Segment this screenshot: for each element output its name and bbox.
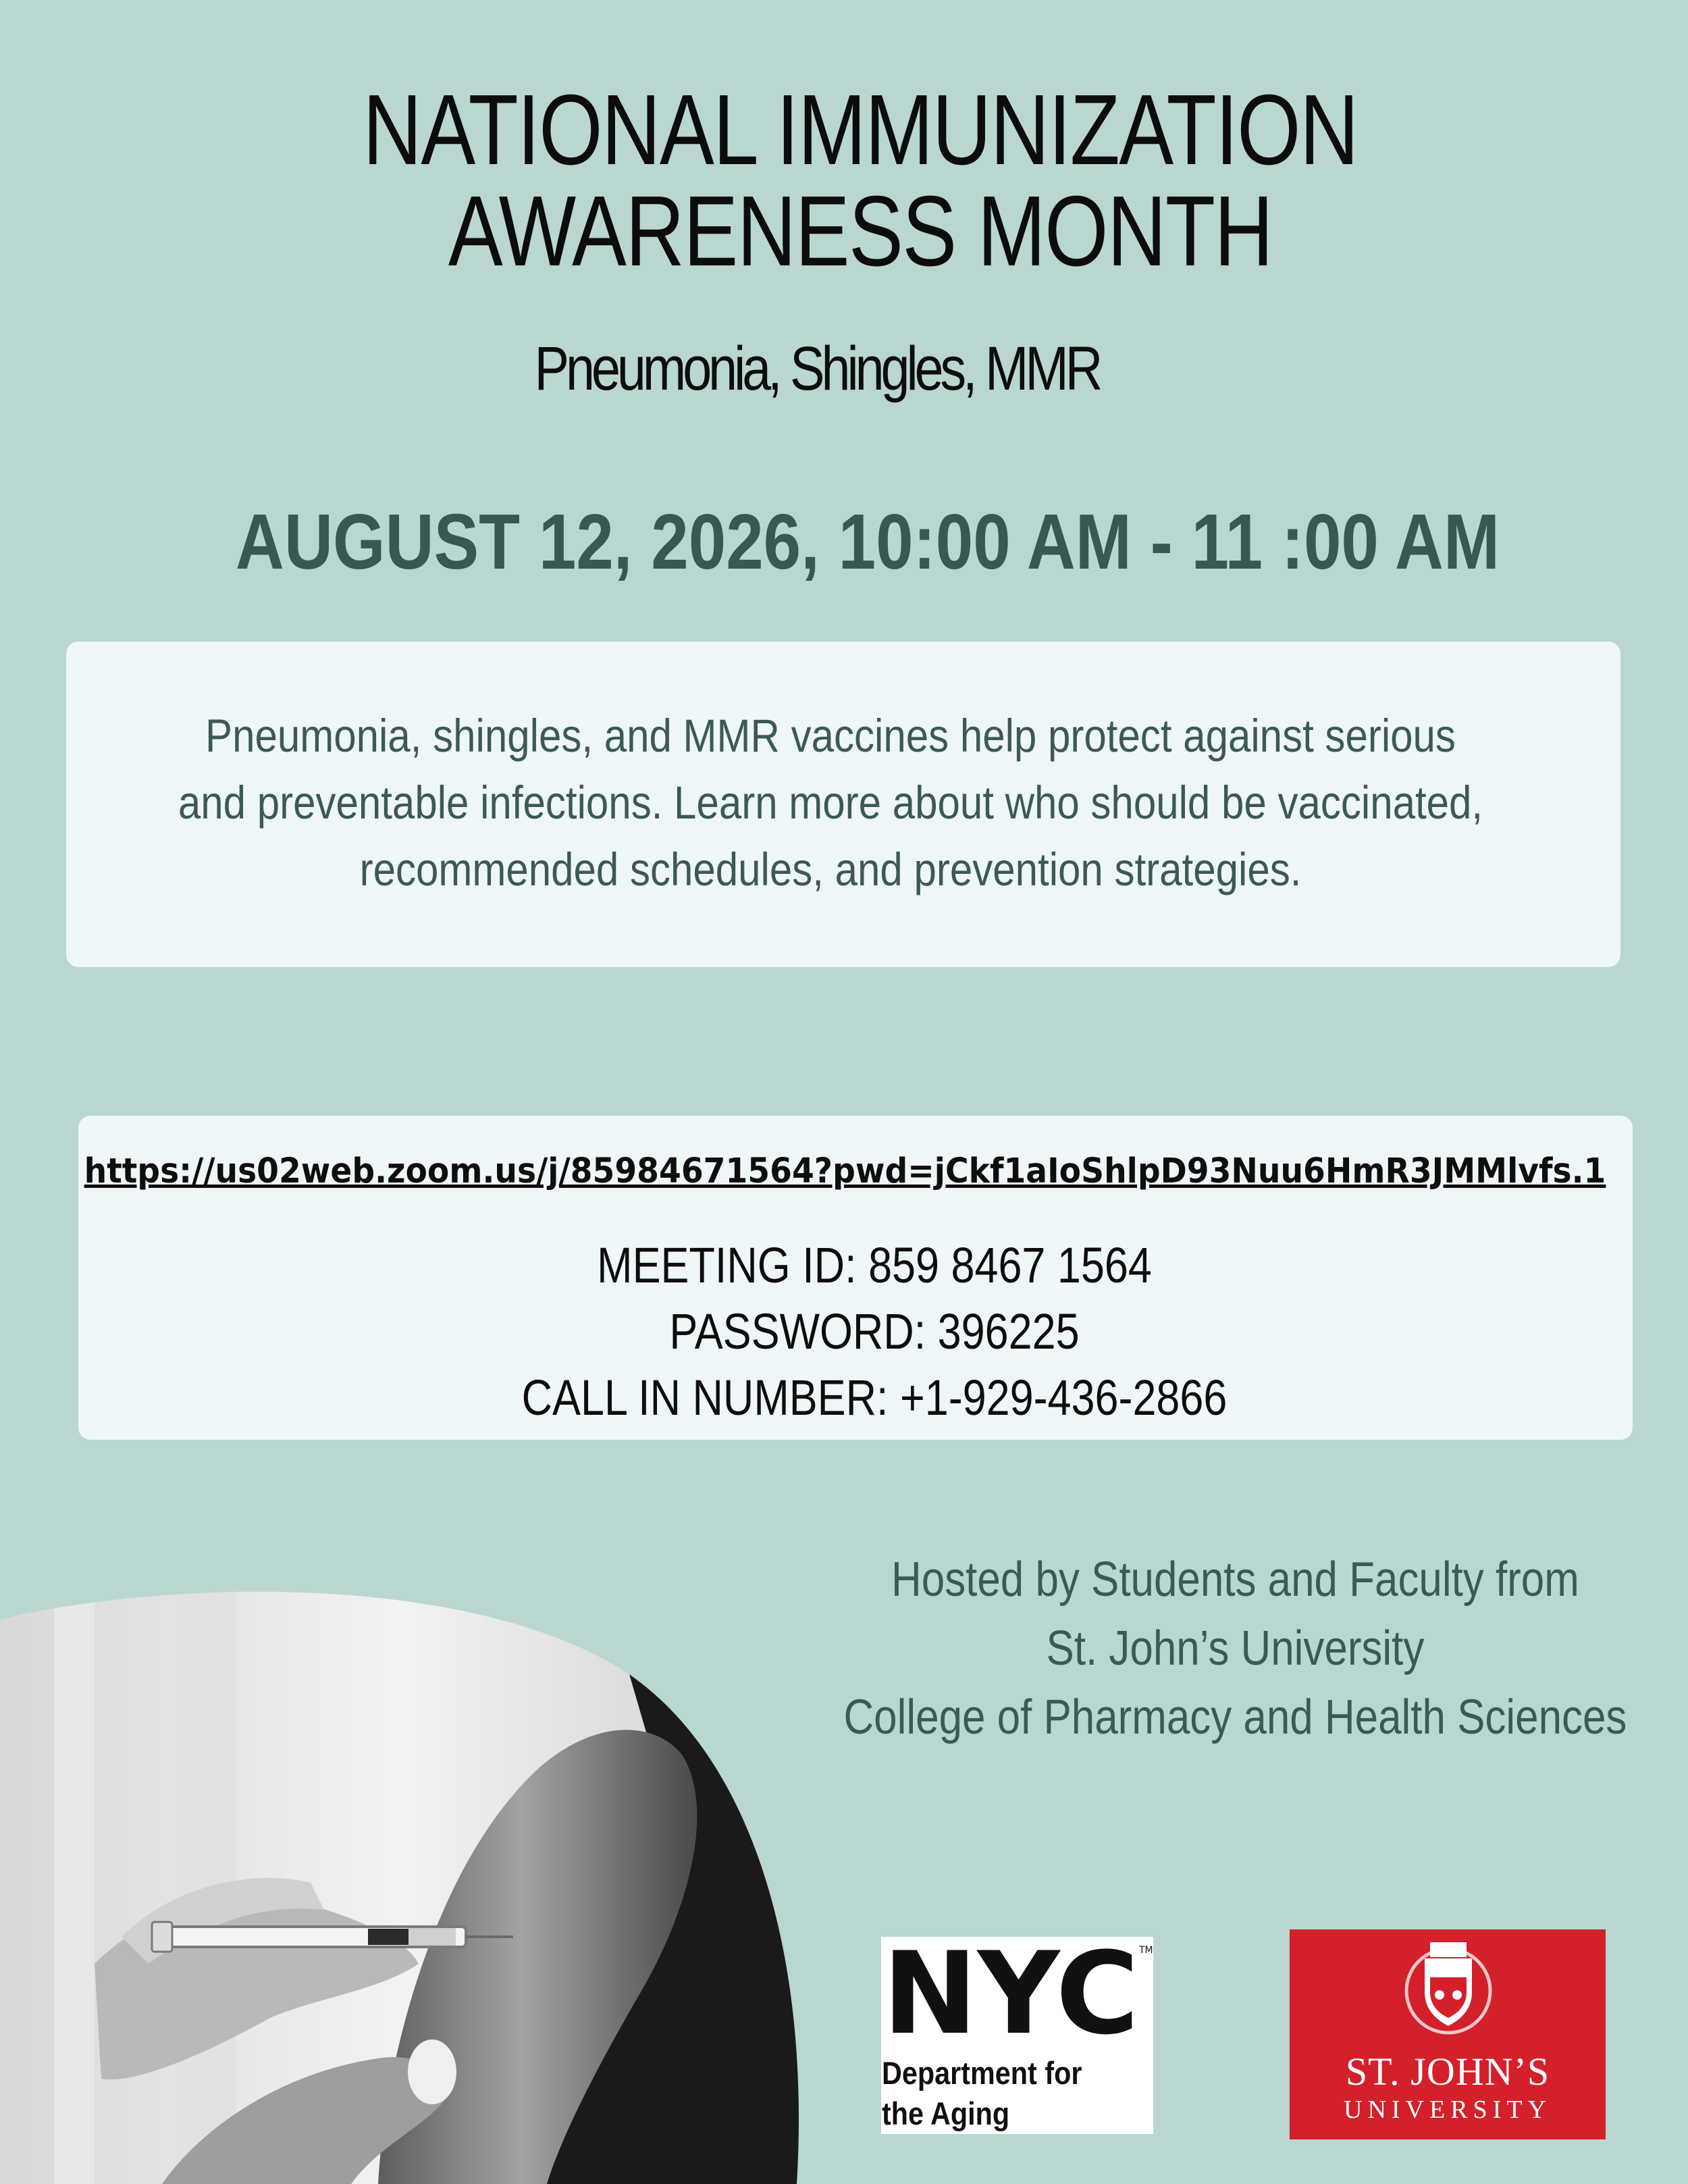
zoom-meeting-link[interactable]: https://us02web.zoom.us/j/85984671564?pwd=jCkf1aIoShlpD93Nuu6HmR3JMMlvfs.1 [84, 1151, 1606, 1191]
description-line-2: and preventable infections. Learn more about who should be vaccinated, [178, 777, 1483, 829]
host-line-2: St. John’s University [1046, 1621, 1425, 1675]
meeting-id: MEETING ID: 859 8467 1564 [597, 1237, 1152, 1293]
meeting-password: PASSWORD: 396225 [669, 1303, 1080, 1359]
vaccination-photo [0, 1586, 803, 2184]
description-line-3: recommended schedules, and prevention strategies. [359, 843, 1302, 895]
meeting-details [131, 1232, 1618, 1431]
event-title [155, 74, 1566, 287]
sju-university-label: UNIVERSITY [1344, 2096, 1552, 2124]
sju-name: ST. JOHN’S [1345, 2050, 1550, 2094]
nyc-wordmark-text: NYC [882, 1938, 1139, 2039]
call-in-number: CALL IN NUMBER: +1-929-436-2866 [521, 1370, 1228, 1426]
title-line-2: AWARENESS MONTH [448, 176, 1273, 287]
description-text [108, 702, 1553, 903]
host-line-1: Hosted by Students and Faculty from [891, 1553, 1579, 1607]
nyc-department-name [882, 2053, 1119, 2134]
university-seal-icon [1391, 1938, 1506, 2039]
title-line-1: NATIONAL IMMUNIZATION [363, 74, 1358, 186]
description-line-1: Pneumonia, shingles, and MMR vaccines help protect against serious [205, 710, 1456, 762]
event-date: AUGUST 12, 2026, 10:00 AM - 11 :00 AM [235, 498, 1500, 586]
event-subtitle: Pneumonia, Shingles, MMR [534, 334, 1100, 403]
nyc-wordmark-icon [881, 1938, 1153, 2039]
nyc-trademark: TM [1139, 1945, 1153, 1956]
nyc-dept-line-1: Department for [882, 2055, 1082, 2091]
host-line-3: College of Pharmacy and Health Sciences [843, 1690, 1627, 1744]
nyc-dept-line-2: the Aging [882, 2096, 1010, 2131]
